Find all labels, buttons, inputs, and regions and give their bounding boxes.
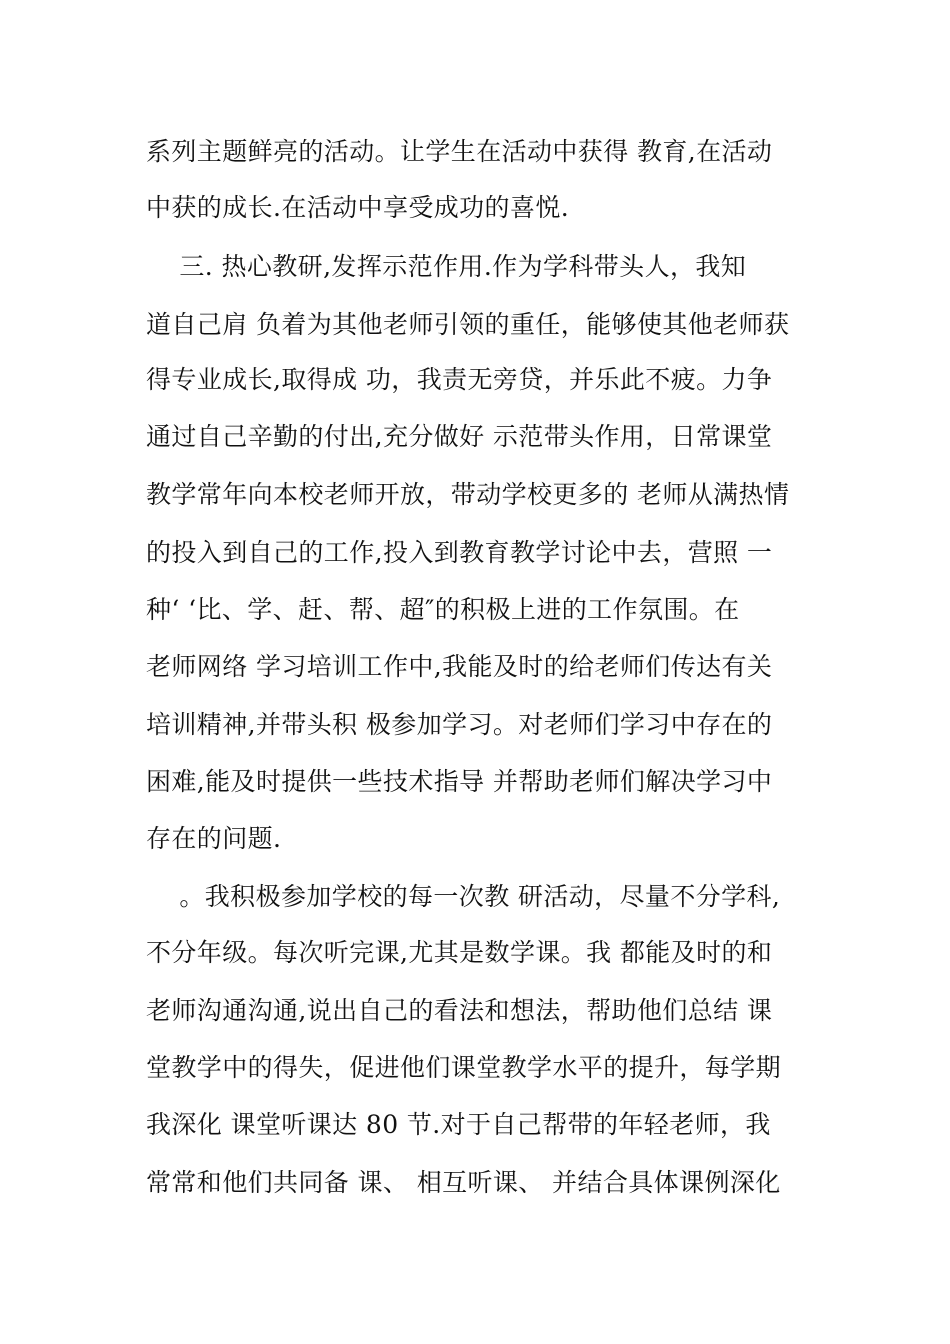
text-line-6: 通过自己辛勤的付出,充分做好 示范带头作用，日常课堂 xyxy=(146,422,773,451)
text-line-9: 种‘ ‘比、学、赶、帮、超″的积极上进的工作氛围。在 xyxy=(146,595,740,624)
text-line-14: 。我积极参加学校的每一次教 研活动，尽量不分学科, xyxy=(146,882,781,911)
text-line-7: 教学常年向本校老师开放，带动学校更多的 老师从满热情 xyxy=(146,480,790,509)
text-line-2: 中获的成长.在活动中享受成功的喜悦. xyxy=(146,193,570,222)
text-line-8: 的投入到自己的工作,投入到教育教学讨论中去，营照 一 xyxy=(146,538,773,567)
text-line-10: 老师网络 学习培训工作中,我能及时的给老师们传达有关 xyxy=(146,652,773,681)
text-line-16: 老师沟通沟通,说出自己的看法和想法，帮助他们总结 课 xyxy=(146,996,773,1025)
text-line-19: 常常和他们共同备 课、 相互听课、 并结合具体课例深化 xyxy=(146,1168,781,1197)
text-line-18: 我深化 课堂听课达 80 节.对于自己帮带的年轻老师，我 xyxy=(146,1110,771,1139)
text-line-11: 培训精神,并带头积 极参加学习。对老师们学习中存在的 xyxy=(146,710,773,739)
text-line-12: 困难,能及时提供一些技术指导 并帮助老师们解决学习中 xyxy=(146,767,773,796)
text-line-15: 不分年级。每次听完课,尤其是数学课。我 都能及时的和 xyxy=(146,938,773,967)
text-line-3: 三. 热心教研,发挥示范作用.作为学科带头人，我知 xyxy=(146,252,747,281)
text-line-5: 得专业成长,取得成 功，我责无旁贷，并乐此不疲。力争 xyxy=(146,365,773,394)
text-line-4: 道自己肩 负着为其他老师引领的重任，能够使其他老师获 xyxy=(146,310,790,339)
text-line-17: 堂教学中的得失，促进他们课堂教学水平的提升，每学期 xyxy=(146,1053,782,1082)
text-line-1: 系列主题鲜亮的活动。让学生在活动中获得 教育,在活动 xyxy=(146,137,773,166)
text-line-13: 存在的问题. xyxy=(146,824,282,853)
